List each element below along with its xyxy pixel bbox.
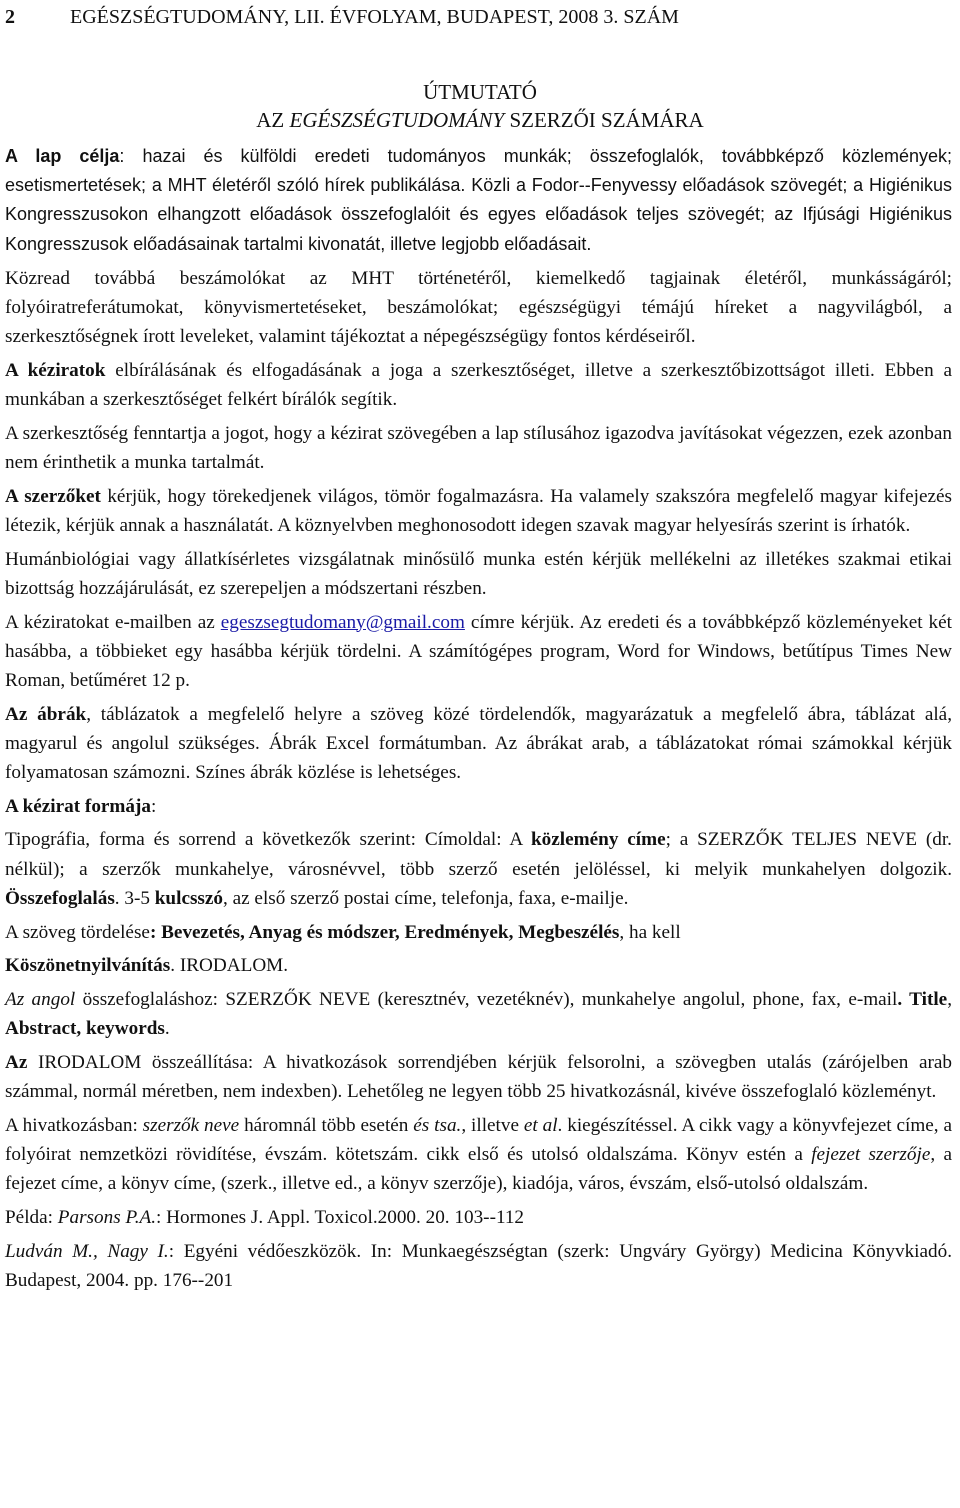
paragraph-irodalom (5, 1048, 952, 1106)
p10-b3: kulcsszó (154, 887, 223, 909)
p17-t1: : Egyéni védőeszközök. In: Munkaegészségtan (szerk: Ungváry György) Medicina Könyvkiadó. Budapest, 2004. pp. 176--201 (5, 1240, 953, 1291)
paragraph-ludvan (5, 1237, 952, 1295)
title-line-1: ÚTMUTATÓ (423, 80, 537, 104)
p13-t2: , (947, 988, 952, 1010)
paragraph-kozread (5, 264, 952, 352)
paragraph-szerkesztoseg (5, 419, 952, 477)
p10-b2: Összefoglalás (5, 887, 115, 909)
title-line-2-post: SZERZŐI SZÁMÁRA (504, 108, 704, 132)
title-line-2-pre: AZ (256, 108, 290, 132)
paragraph-kezirat-formaja (5, 792, 952, 821)
p13-t3: . (164, 1018, 170, 1040)
p13-i1: Az angol (5, 988, 76, 1010)
p11-t1: A szöveg tördelése (5, 921, 150, 943)
p9-text: : (151, 795, 157, 817)
p1-bold: A lap célja (5, 146, 120, 166)
paragraph-tipografia (5, 825, 952, 913)
p5-bold: A szerzőket (5, 485, 101, 507)
document-body (5, 142, 952, 1300)
paragraph-abrak (5, 700, 952, 788)
p15-t3: , illetve (461, 1114, 524, 1136)
p10-t2: ; a SZERZŐK TELJES NEVE (dr. nélkül); a szerzők munkahelye, városnévvel, több szerző esetén jelöléssel, ki melyik munkahelyen dolgozik. (5, 829, 952, 880)
p10-t3: . 3-5 (114, 887, 155, 909)
p9-bold: A kézirat formája (5, 795, 151, 817)
p13-t1: összefoglaláshoz: SZERZŐK NEVE (keresztnév, vezetéknév), munkahelye angolul, phone, fax, e-mail (75, 988, 898, 1010)
page-number: 2 (5, 6, 15, 28)
paragraph-email (5, 608, 952, 696)
p15-t1: A hivatkozásban: (5, 1114, 143, 1136)
p10-t1: Tipográfia, forma és sorrend a következők szerint: Címoldal: A (5, 829, 532, 851)
title-line-2-journal: EGÉSZSÉGTUDOMÁNY (289, 108, 505, 132)
p2-text: Közread továbbá beszámolókat az MHT történetéről, kiemelkedő tagjainak életéről, munkásságáról; folyóiratreferátumokat, könyvismertetéseket, beszámolókat; egészségügyi témájú híreket a nagyvilágból, a szerkesztőségnek írott leveleket, valamint tájékoztat a népegészségügy fontos kérdéseiről. (5, 267, 952, 348)
p15-i2: és tsa. (413, 1114, 462, 1136)
paragraph-koszonet (5, 951, 952, 980)
paragraph-lap-celja (5, 142, 952, 259)
p11-t2: , ha kell (619, 921, 681, 943)
p4-text: A szerkesztőség fenntartja a jogot, hogy a kézirat szövegében a lap stílusához igazodva javításokat végezzen, ezek azonban nem érinthetik a munka tartalmát. (5, 422, 952, 474)
paragraph-szoveg-tordelese (5, 918, 952, 947)
p7-pre: A kéziratokat e-mailben az (5, 611, 221, 633)
p15-t2: háromnál több esetén (239, 1114, 414, 1136)
p8-text: , táblázatok a megfelelő helyre a szöveg közé tördelendők, magyarázatuk a megfelelő ábra, táblázat alá, magyarul és angolul szükséges. Ábrák Excel formátumban. Az ábrákat arab, a táblázatokat római számokkal kérjük folyamatosan számozni. Színes ábrák közlése is lehetséges. (5, 703, 952, 784)
p16-i1: Parsons P.A. (57, 1206, 157, 1228)
p15-t4: . kiegészítéssel. A cikk vagy a könyvfejezet címe, a folyóirat nemzetközi rövidítése, évszám. kötetszám. cikk első és utolsó oldalszáma. Könyv estén a (5, 1114, 953, 1165)
p14-b1: Az (5, 1051, 28, 1073)
p15-i4: fejezet szerzője (811, 1144, 931, 1165)
p13-b2: Abstract, keywords (5, 1018, 165, 1040)
p7-post: címre kérjük. Az eredeti és a továbbképző közleményeket két hasábba, a többieket egy hasábba kérjük tördelni. A számítógépes program, Word for Windows, betűtípus Times New Roman, betűméret 12 p. (5, 611, 952, 691)
paragraph-hivatkozasban (5, 1111, 952, 1199)
journal-line: EGÉSZSÉGTUDOMÁNY, LII. ÉVFOLYAM, BUDAPEST, 2008 3. SZÁM (70, 6, 679, 28)
p10-b1: közlemény címe (531, 829, 666, 851)
p10-t4: , az első szerző postai címe, telefonja, faxa, e-mailje. (223, 887, 629, 909)
title-line-2 (0, 106, 960, 134)
p12-t1: . IRODALOM. (170, 955, 289, 977)
paragraph-angol (5, 985, 952, 1043)
title-block (0, 78, 960, 134)
paragraph-szerzoket (5, 482, 952, 540)
p15-i3: et al (523, 1114, 558, 1136)
p12-b1: Köszönetnyilvánítás (5, 955, 171, 977)
p8-bold: Az ábrák (5, 703, 87, 725)
p1-text: : hazai és külföldi eredeti tudományos munkák; összefoglalók, továbbképző közlemények; esetismertetések; a MHT életéről szóló hírek publikálása. Közli a Fodor--Fenyvessy előadások szövegét; a Higiénikus Kongresszusokon elhangzott előadások összefoglalóit és egyes előadások teljes szövegét; az Ifjúsági Higiénikus Kongresszusok előadásainak tartalmi kivonatát, illetve legjobb előadásait. (5, 146, 952, 254)
paragraph-keziratok (5, 356, 952, 414)
p14-t1: IRODALOM összeállítása: A hivatkozások sorrendjében kérjük felsorolni, a szövegben utalás (zárójelben arab számmal, normál méretben, nem indexben). Lehetőleg ne legyen több 25 hivatkozásnál, kivéve összefoglaló közleményt. (5, 1051, 952, 1103)
paragraph-humanbiologiai (5, 545, 952, 603)
p16-t1: Példa: (5, 1206, 58, 1228)
p3-bold: kéziratok (27, 359, 106, 381)
p3-pre: A (5, 359, 28, 381)
email-link[interactable]: egeszsegtudomany@gmail.com (220, 611, 465, 633)
running-header (5, 5, 952, 29)
p15-t5: , a fejezet címe, a könyv címe, (szerk., illetve ed., a könyv szerzője), kiadója, város, évszám, első-utolsó oldalszám. (5, 1144, 952, 1195)
p6-text: Humánbiológiai vagy állatkísérletes vizsgálatnak minősülő munka estén kérjük mellékelni az illetékes szakmai etikai bizottság hozzájárulását, ez szerepeljen a módszertani részben. (5, 548, 952, 599)
p17-i1: Ludván M., Nagy I. (5, 1240, 169, 1262)
p15-i1: szerzők neve (142, 1114, 240, 1136)
p11-b1: : Bevezetés, Anyag és módszer, Eredmények, Megbeszélés (149, 921, 620, 943)
paragraph-pelda (5, 1203, 952, 1232)
p5-text: kérjük, hogy törekedjenek világos, tömör fogalmazásra. Ha valamely szakszóra megfelelő magyar kifejezés létezik, kérjük annak a használatát. A köznyelvben meghonosodott idegen szavak magyar helyesírás szerint is írhatók. (5, 485, 952, 536)
p3-text: elbírálásának és elfogadásának a joga a szerkesztőséget, illetve a szerkesztőbizottságot illeti. Ebben a munkában a szerkesztőséget felkért bírálók segítik. (5, 359, 952, 411)
p16-t2: : Hormones J. Appl. Toxicol.2000. 20. 103--112 (156, 1206, 525, 1228)
p13-b1: . Title (897, 988, 948, 1010)
